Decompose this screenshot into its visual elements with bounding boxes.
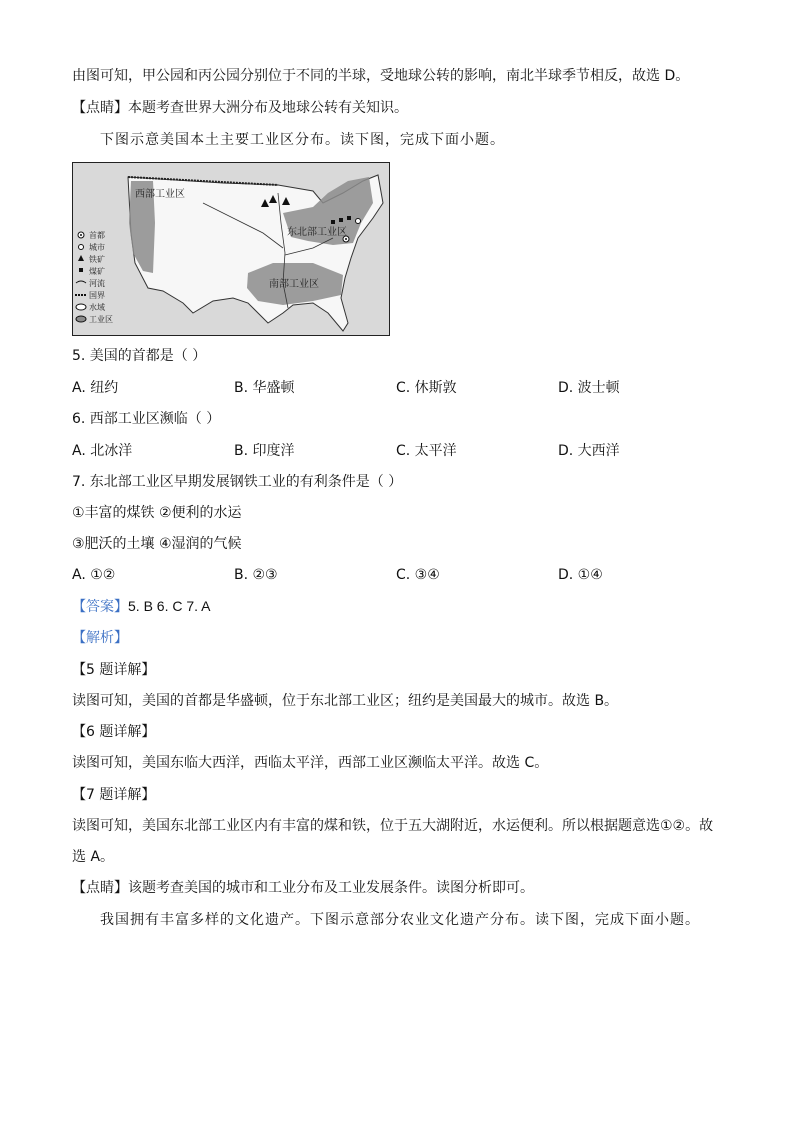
coal-icon — [339, 218, 343, 222]
detail-7-text-cont: 选 A。 — [72, 849, 115, 865]
svg-text:水域: 水域 — [89, 303, 105, 312]
us-industry-map — [72, 162, 390, 336]
tip-line: 【点睛】该题考查美国的城市和工业分布及工业发展条件。读图分析即可。 — [72, 880, 534, 896]
west-region-label: 西部工业区 — [135, 189, 185, 200]
svg-text:煤矿: 煤矿 — [89, 267, 105, 276]
svg-text:河流: 河流 — [89, 279, 105, 288]
detail-5-title: 【5 题详解】 — [72, 662, 156, 678]
q5-option-a: A. 纽约 — [72, 380, 119, 396]
q7-option-b: B. ②③ — [234, 567, 278, 583]
svg-text:城市: 城市 — [89, 243, 105, 252]
q5-stem: 5. 美国的首都是（ ） — [72, 348, 207, 364]
q7-stem: 7. 东北部工业区早期发展钢铁工业的有利条件是（ ） — [72, 474, 403, 490]
next-question-stem: 我国拥有丰富多样的文化遗产。下图示意部分农业文化遗产分布。读下图，完成下面小题。 — [100, 912, 700, 928]
q6-option-b: B. 印度洋 — [234, 443, 295, 459]
intro-line-1: 由图可知，甲公园和丙公园分别位于不同的半球，受地球公转的影响，南北半球季节相反，故选 D。 — [72, 68, 690, 84]
answer-text: 5. B 6. C 7. A — [128, 598, 211, 614]
svg-text:铁矿: 铁矿 — [89, 255, 105, 264]
map-legend — [75, 230, 113, 324]
question-stem: 下图示意美国本土主要工业区分布。读下图，完成下面小题。 — [100, 132, 505, 148]
q6-stem: 6. 西部工业区濒临（ ） — [72, 411, 221, 427]
northeast-region-label: 东北部工业区 — [287, 227, 347, 238]
q5-option-c: C. 休斯敦 — [396, 380, 457, 396]
detail-6-text: 读图可知，美国东临大西洋，西临太平洋，西部工业区濒临太平洋。故选 C。 — [72, 755, 549, 771]
answer-label: 【答案】 — [72, 599, 128, 615]
analysis-label: 【解析】 — [72, 630, 128, 646]
svg-text:工业区: 工业区 — [89, 315, 113, 324]
q6-option-c: C. 太平洋 — [396, 443, 457, 459]
intro-line-2: 【点睛】本题考查世界大洲分布及地球公转有关知识。 — [72, 100, 408, 116]
q7-option-d: D. ①④ — [558, 567, 603, 583]
detail-7-text: 读图可知，美国东北部工业区内有丰富的煤和铁，位于五大湖附近，水运便利。所以根据题意选①②。故 — [72, 818, 714, 834]
q6-option-a: A. 北冰洋 — [72, 443, 133, 459]
coal-icon — [331, 220, 335, 224]
q6-option-d: D. 大西洋 — [558, 443, 620, 459]
q7-option-c: C. ③④ — [396, 567, 440, 583]
svg-text:首都: 首都 — [89, 231, 105, 240]
q5-option-d: D. 波士顿 — [558, 380, 620, 396]
q7-conditions-2: ③肥沃的土壤 ④湿润的气候 — [72, 536, 242, 552]
q7-option-a: A. ①② — [72, 567, 116, 583]
south-region-label: 南部工业区 — [269, 279, 319, 290]
svg-text:国界: 国界 — [89, 291, 105, 300]
detail-6-title: 【6 题详解】 — [72, 724, 156, 740]
q5-option-b: B. 华盛顿 — [234, 380, 295, 396]
answer-line — [72, 596, 211, 617]
coal-icon — [347, 216, 351, 220]
q7-conditions-1: ①丰富的煤铁 ②便利的水运 — [72, 505, 242, 521]
detail-7-title: 【7 题详解】 — [72, 787, 156, 803]
detail-5-text: 读图可知，美国的首都是华盛顿，位于东北部工业区；纽约是美国最大的城市。故选 B。 — [72, 693, 619, 709]
city-icon — [356, 219, 361, 224]
